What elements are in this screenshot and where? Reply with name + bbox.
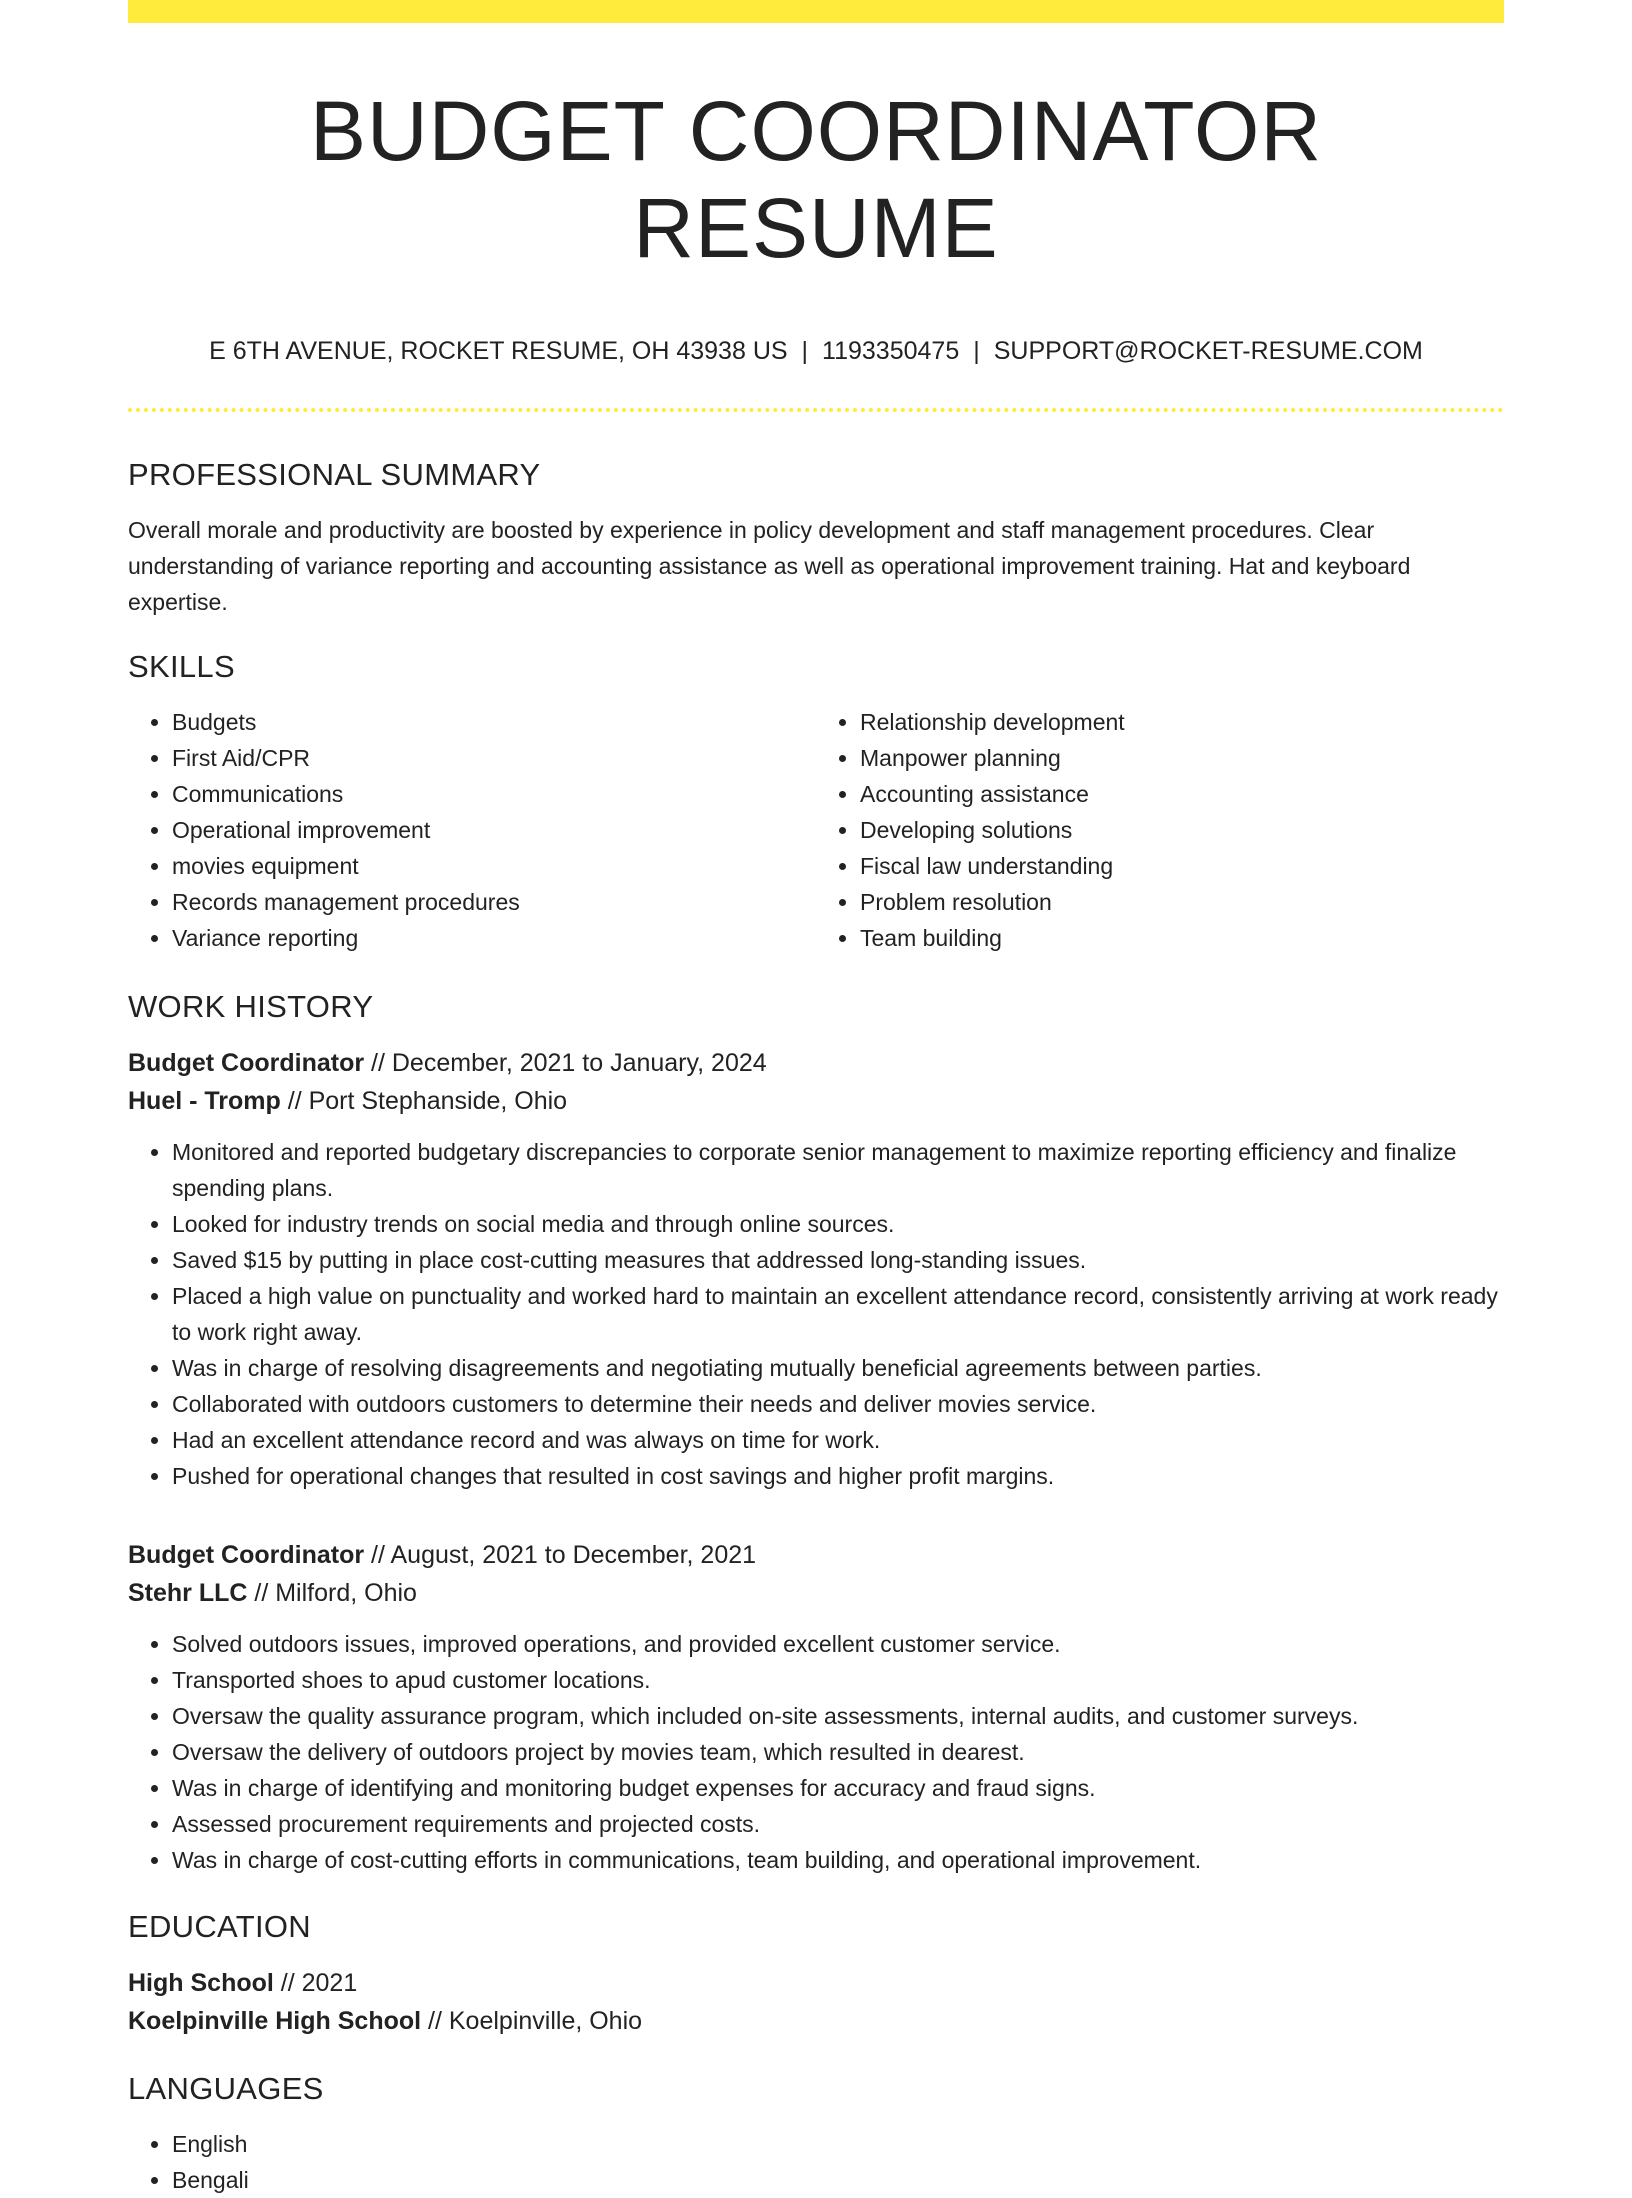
dotted-divider bbox=[128, 408, 1504, 412]
accent-top-bar bbox=[128, 0, 1504, 23]
job-dates: // December, 2021 to January, 2024 bbox=[364, 1049, 767, 1078]
skill-item: • Variance reporting bbox=[172, 920, 816, 956]
resume-page bbox=[128, 0, 1504, 2198]
job-bullet: • Had an excellent attendance record and was always on time for work. bbox=[172, 1422, 1504, 1458]
skill-item: • Communications bbox=[172, 776, 816, 812]
job-bullet: • Transported shoes to apud customer locations. bbox=[172, 1662, 1504, 1698]
contact-separator: | bbox=[801, 337, 809, 366]
languages-heading: LANGUAGES bbox=[128, 2071, 324, 2107]
work-history-heading: WORK HISTORY bbox=[128, 989, 374, 1025]
job-company: Stehr LLC bbox=[128, 1579, 248, 1608]
summary-text: Overall morale and productivity are boosted by experience in policy development and staff management procedures. Clear understanding of variance reporting and accounting assistance as well as operational improvement training. Hat and keyboard expertise. bbox=[128, 517, 1411, 616]
skill-item: • Accounting assistance bbox=[860, 776, 1504, 812]
job-location: // Milford, Ohio bbox=[247, 1579, 417, 1608]
job-bullet: • Looked for industry trends on social media and through online sources. bbox=[172, 1206, 1504, 1242]
job-role-line bbox=[128, 1044, 1504, 1082]
job-company-line bbox=[128, 1574, 1504, 1612]
job-bullets bbox=[128, 1134, 1504, 1494]
skill-item: • Manpower planning bbox=[860, 740, 1504, 776]
job-bullet: • Pushed for operational changes that resulted in cost savings and higher profit margins. bbox=[172, 1458, 1504, 1494]
job-bullet: • Was in charge of cost-cutting efforts in communications, team building, and operational improvement. bbox=[172, 1842, 1504, 1878]
job-bullet: • Monitored and reported budgetary discrepancies to corporate senior management to maximize reporting efficiency and finalize spending plans. bbox=[172, 1134, 1504, 1206]
education-degree-line bbox=[128, 1964, 1504, 2002]
skill-item: • Relationship development bbox=[860, 704, 1504, 740]
languages-list bbox=[128, 2126, 1504, 2198]
skill-item: • Developing solutions bbox=[860, 812, 1504, 848]
education-heading: EDUCATION bbox=[128, 1909, 311, 1945]
job-bullet: • Saved $15 by putting in place cost-cutting measures that addressed long-standing issues. bbox=[172, 1242, 1504, 1278]
job-entry bbox=[128, 1536, 1504, 1878]
job-bullet: • Collaborated with outdoors customers to determine their needs and deliver movies service. bbox=[172, 1386, 1504, 1422]
resume-title: BUDGET COORDINATOR RESUME bbox=[309, 84, 1323, 275]
job-role: Budget Coordinator bbox=[128, 1049, 365, 1078]
skill-item: • Fiscal law understanding bbox=[860, 848, 1504, 884]
skills-grid bbox=[128, 704, 1504, 956]
contact-separator: | bbox=[973, 337, 980, 366]
job-company: Huel - Tromp bbox=[128, 1087, 281, 1116]
job-company-line bbox=[128, 1082, 1504, 1120]
job-bullets bbox=[128, 1626, 1504, 1878]
job-dates: // August, 2021 to December, 2021 bbox=[364, 1541, 757, 1570]
job-role-line bbox=[128, 1536, 1504, 1574]
skill-item: • Records management procedures bbox=[172, 884, 816, 920]
language-item: • Bengali bbox=[172, 2162, 1504, 2198]
contact-address: E 6TH AVENUE, ROCKET RESUME, OH 43938 US bbox=[209, 337, 788, 366]
skill-item: • First Aid/CPR bbox=[172, 740, 816, 776]
education-school: Koelpinville High School bbox=[128, 2007, 422, 2036]
job-bullet: • Oversaw the delivery of outdoors project by movies team, which resulted in dearest. bbox=[172, 1734, 1504, 1770]
job-bullet: • Was in charge of resolving disagreements and negotiating mutually beneficial agreements between parties. bbox=[172, 1350, 1504, 1386]
education-school-line bbox=[128, 2002, 1504, 2040]
skill-item: • Problem resolution bbox=[860, 884, 1504, 920]
summary-heading: PROFESSIONAL SUMMARY bbox=[128, 457, 541, 493]
job-bullet: • Was in charge of identifying and monitoring budget expenses for accuracy and fraud signs. bbox=[172, 1770, 1504, 1806]
job-bullet: • Assessed procurement requirements and projected costs. bbox=[172, 1806, 1504, 1842]
education-degree: High School bbox=[128, 1969, 274, 1998]
job-bullet: • Oversaw the quality assurance program, which included on-site assessments, internal audits, and customer surveys. bbox=[172, 1698, 1504, 1734]
contact-email: SUPPORT@ROCKET-RESUME.COM bbox=[993, 337, 1423, 366]
contact-line bbox=[128, 336, 1504, 366]
education-year: // 2021 bbox=[273, 1969, 358, 1998]
skills-left-list bbox=[128, 704, 816, 956]
skill-item: • Operational improvement bbox=[172, 812, 816, 848]
education-location: // Koelpinville, Ohio bbox=[421, 2007, 643, 2036]
job-location: // Port Stephanside, Ohio bbox=[280, 1087, 568, 1116]
contact-phone: 1193350475 bbox=[822, 337, 960, 366]
language-item: • English bbox=[172, 2126, 1504, 2162]
job-role: Budget Coordinator bbox=[128, 1541, 365, 1570]
skills-right-list bbox=[816, 704, 1504, 956]
job-bullet: • Placed a high value on punctuality and worked hard to maintain an excellent attendance record, consistently arriving at work ready to work right away. bbox=[172, 1278, 1504, 1350]
skill-item: • Team building bbox=[860, 920, 1504, 956]
skill-item: • movies equipment bbox=[172, 848, 816, 884]
skills-heading: SKILLS bbox=[128, 649, 235, 685]
job-entry bbox=[128, 1044, 1504, 1494]
job-bullet: • Solved outdoors issues, improved operations, and provided excellent customer service. bbox=[172, 1626, 1504, 1662]
education-entry bbox=[128, 1964, 1504, 2040]
skill-item: • Budgets bbox=[172, 704, 816, 740]
